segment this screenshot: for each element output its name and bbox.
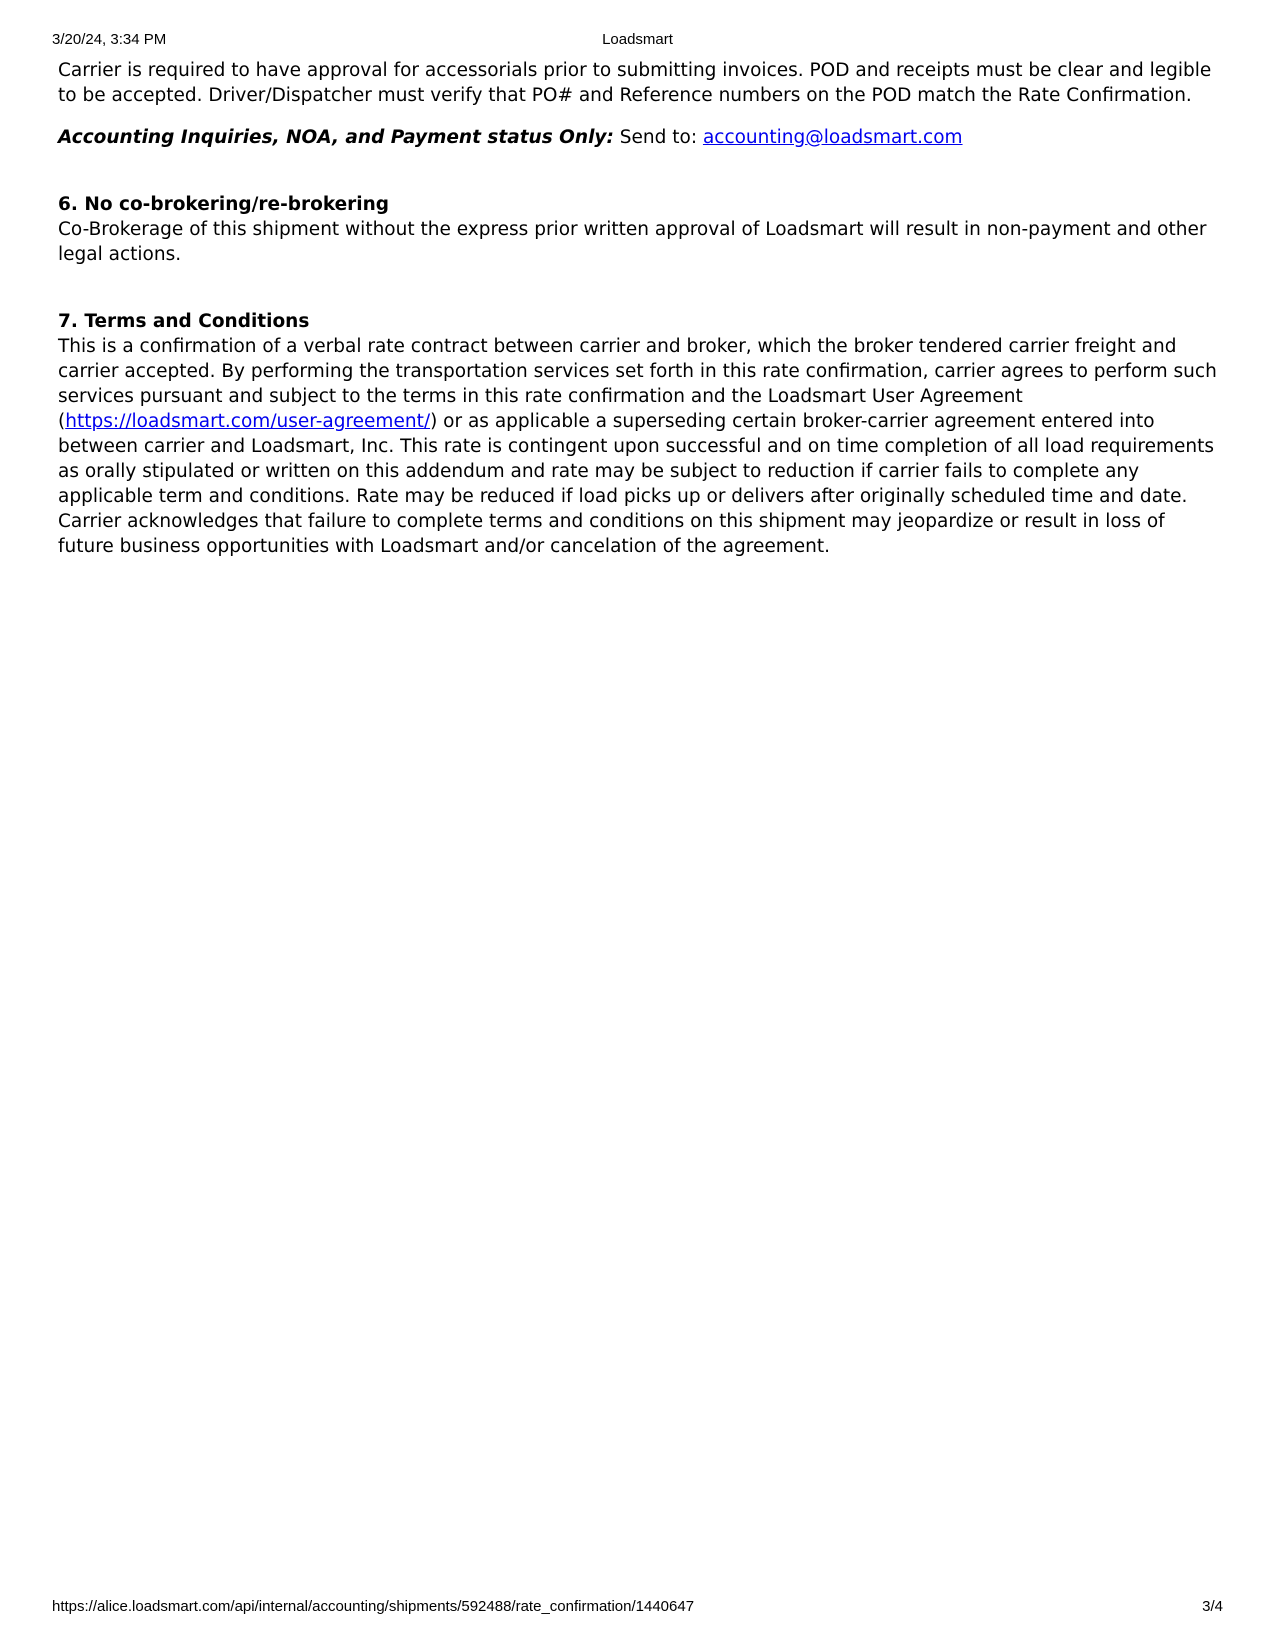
user-agreement-link[interactable]: https://loadsmart.com/user-agreement/ (65, 411, 431, 432)
print-header (52, 30, 1223, 50)
section-7-body (58, 334, 1218, 559)
accounting-email-link[interactable]: accounting@loadsmart.com (702, 127, 963, 148)
inquiry-label: Accounting Inquiries, NOA, and Payment status Only: (58, 127, 614, 148)
print-footer (52, 1597, 1223, 1617)
accounting-inquiries-line (58, 125, 1218, 150)
print-date: 3/20/24, 3:34 PM (52, 31, 167, 48)
spacer (58, 108, 1218, 125)
terms-text-part2: ) or as applicable a superseding certain broker-carrier agreement entered into between carrier and Loadsmart, Inc. This rate is contingent upon successful and on time completion of all load requirements as orally stipulated or written on this addendum and rate may be subject to reduction if carrier fails to complete any applicable term and conditions. Rate may be reduced if load picks up or delivers after originally scheduled time and date. Carrier acknowledges that failure to complete terms and conditions on this shipment may jeopardize or result in loss of future business opportunities with Loadsmart and/or cancelation of the agreement. (58, 411, 1215, 557)
spacer (58, 150, 1218, 192)
terms-text-part1: This is a confirmation of a verbal rate contract between carrier and broker, which the broker tendered carrier freight and carrier accepted. By performing the transportation services set forth in this rate confirmation, carrier agrees to perform such services pursuant and subject to the terms in this rate confirmation and the Loadsmart User Agreement ( (58, 336, 1217, 432)
send-to-text: Send to: (613, 127, 703, 148)
spacer (58, 267, 1218, 309)
section-6-heading: 6. No co-brokering/re-brokering (58, 194, 390, 215)
print-title: Loadsmart (602, 31, 673, 48)
document-content (58, 58, 1218, 559)
print-url: https://alice.loadsmart.com/api/internal/accounting/shipments/592488/rate_confirmation/1440647 (52, 1598, 695, 1615)
invoicing-body: Carrier is required to have approval for accessorials prior to submitting invoices. POD and receipts must be clear and legible to be accepted. Driver/Dispatcher must verify that PO# and Reference numbers on the POD match the Rate Confirmation. (58, 60, 1212, 106)
section-6-body: Co-Brokerage of this shipment without the express prior written approval of Loadsmart will result in non-payment and other legal actions. (58, 219, 1207, 265)
page-number: 3/4 (1202, 1598, 1223, 1615)
section-7-heading: 7. Terms and Conditions (58, 311, 310, 332)
